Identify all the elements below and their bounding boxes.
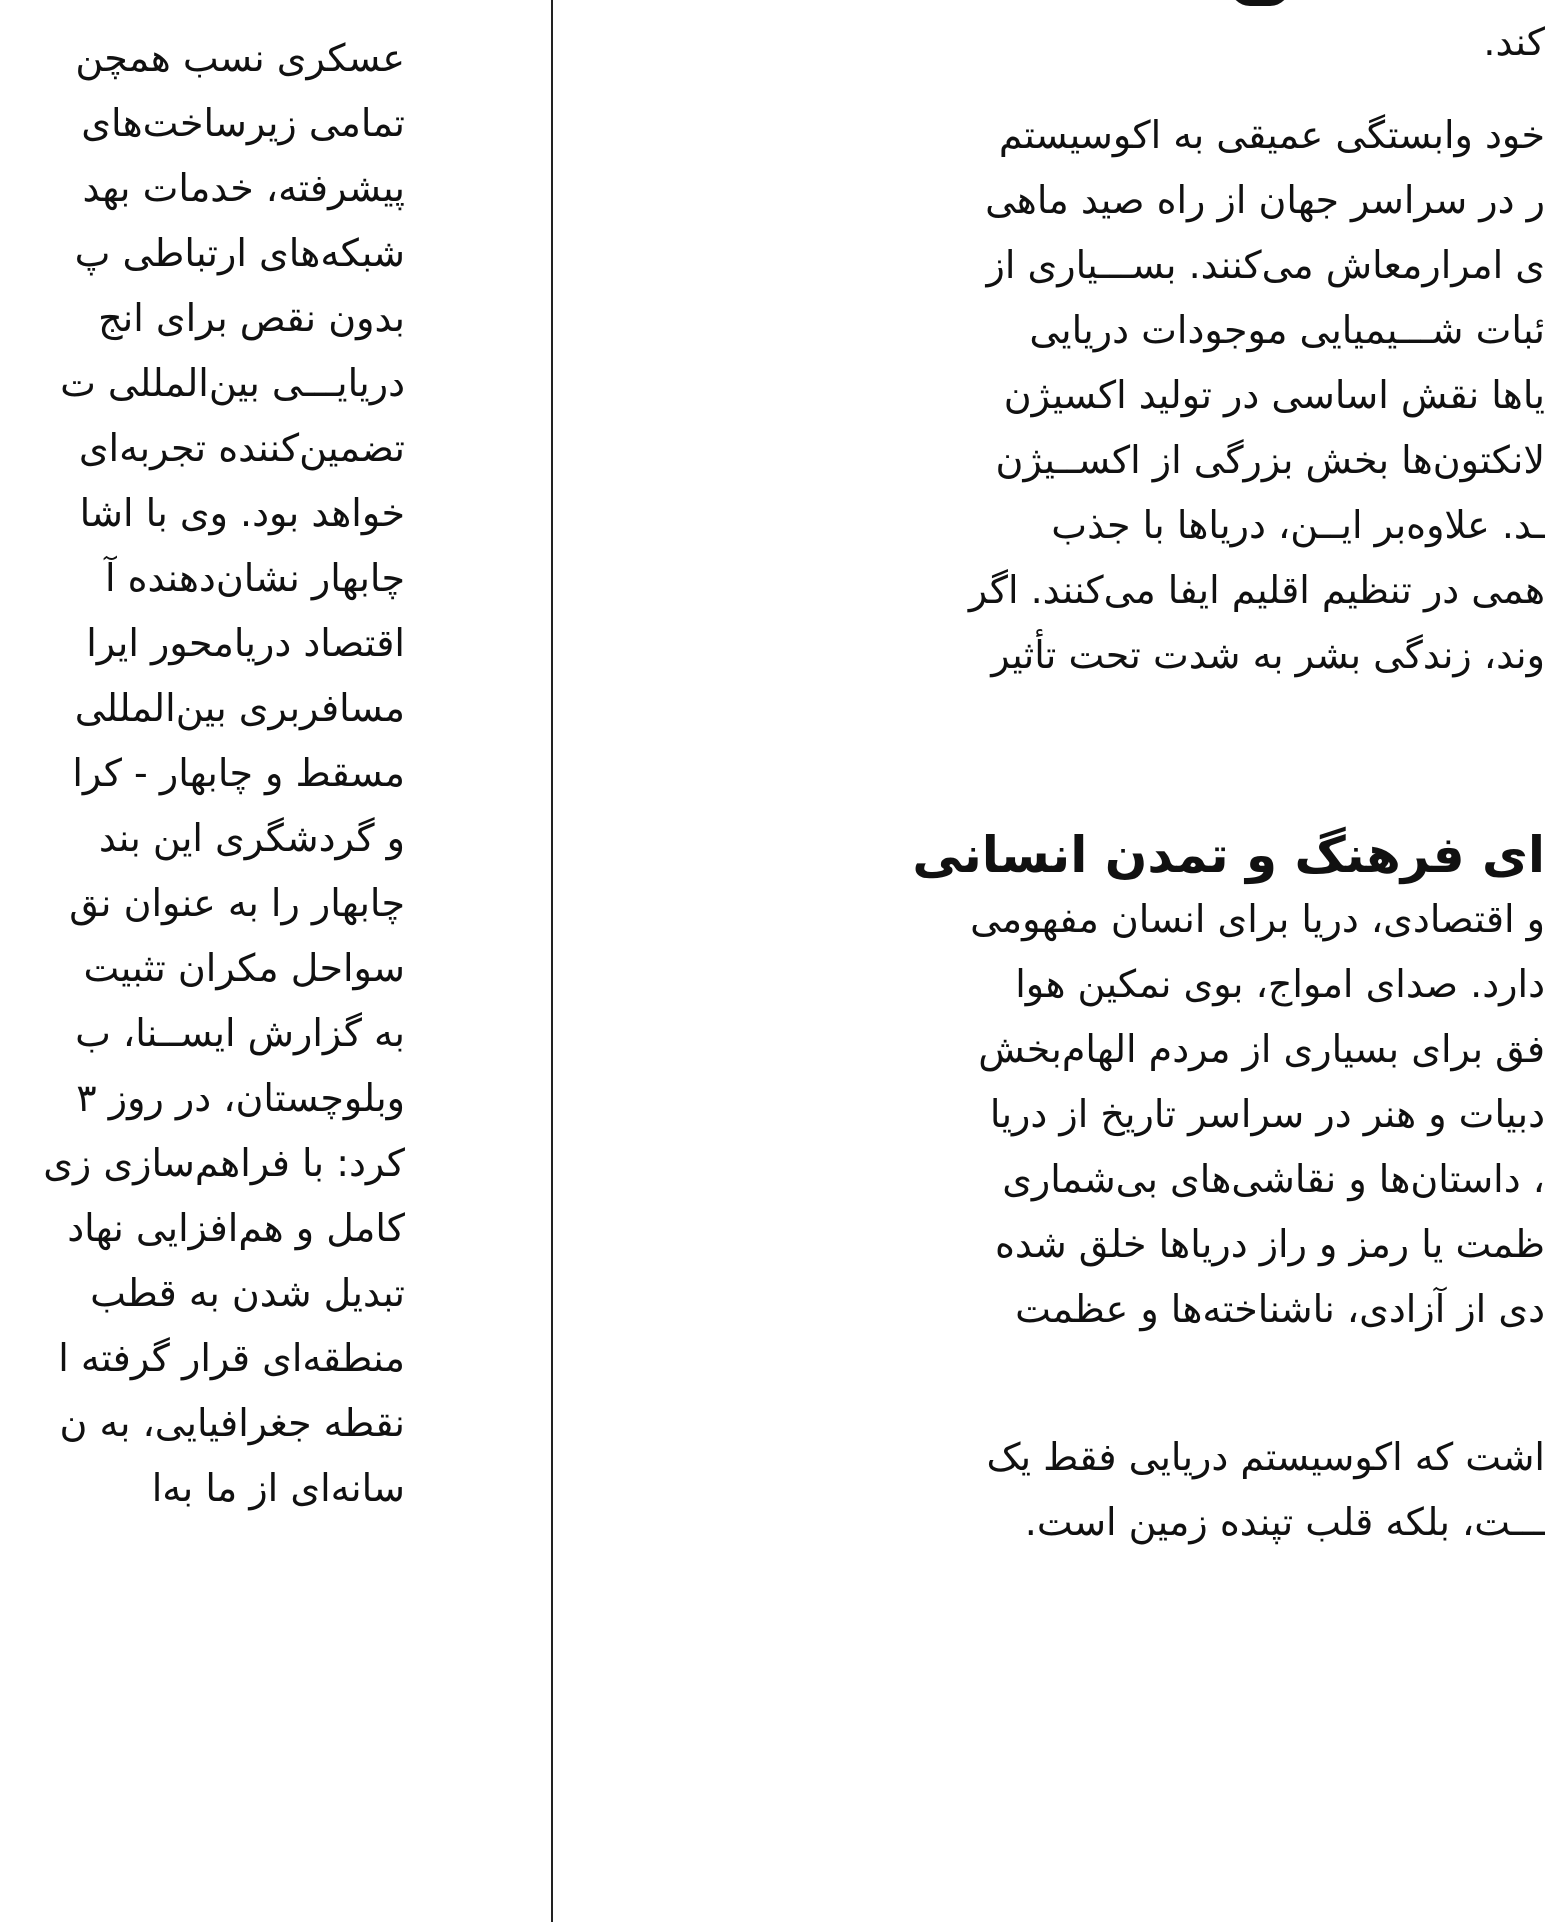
right-p3-line: اشت که اکوسیستم دریایی فقط یک <box>986 1435 1545 1479</box>
left-line: تمامی زیرساخت‌های <box>81 101 405 145</box>
right-p3-line: ـــت، بلکه قلب تپنده زمین است. <box>1024 1500 1545 1544</box>
left-line: تضمین‌کننده تجربه‌ای <box>78 426 405 470</box>
left-line: وبلوچستان، در روز ۳ <box>76 1076 405 1120</box>
left-line: سواحل مکران تثبیت <box>83 946 405 990</box>
right-p1-line: لانکتون‌ها بخش بزرگی از اکســیژن <box>995 438 1545 482</box>
right-p1-line: یاها نقش اساسی در تولید اکسیژن <box>1003 373 1545 417</box>
left-line: دریایـــی بین‌المللی ت <box>60 361 405 405</box>
left-line: به گزارش ایســنا، ب <box>75 1011 405 1055</box>
right-p2-line: ظمت یا رمز و راز دریاها خلق شده <box>994 1222 1545 1266</box>
cropped-heading-fragment <box>1230 0 1290 6</box>
right-p1-line: وند، زندگی بشر به شدت تحت تأثیر <box>991 633 1545 677</box>
left-line: کامل و هم‌افزایی نهاد <box>67 1206 405 1250</box>
right-top-fragment: کند. <box>1483 20 1545 64</box>
right-p1-line: ی امرارمعاش می‌کنند. بســـیاری از <box>986 243 1545 287</box>
right-p2-line: فق برای بسیاری از مردم الهام‌بخش <box>978 1027 1545 1071</box>
left-line: عسکری نسب همچن <box>75 36 405 80</box>
right-p2-line: ، داستان‌ها و نقاشی‌های بی‌شماری <box>1002 1157 1545 1201</box>
right-p2-line: دبیات و هنر در سراسر تاریخ از دریا <box>989 1092 1545 1136</box>
right-p2-line: دی از آزادی، ناشناخته‌ها و عظمت <box>1015 1287 1545 1331</box>
left-line: اقتصاد دریامحور ایرا <box>86 621 405 665</box>
left-line: کرد: با فراهم‌سازی زی <box>43 1141 405 1185</box>
left-line: سانه‌ای از ما به‌ا <box>151 1466 405 1510</box>
left-line: و گردشگری این بند <box>98 816 405 860</box>
right-p1-line: همی در تنظیم اقلیم ایفا می‌کنند. اگر <box>968 568 1545 612</box>
left-line: خواهد بود. وی با اشا <box>79 491 405 535</box>
section-heading: ای فرهنگ و تمدن انسانی <box>912 826 1545 884</box>
left-line: نقطه جغرافیایی، به ن <box>59 1401 405 1445</box>
left-line: منطقه‌ای قرار گرفته ا <box>58 1336 405 1380</box>
left-line: چابهار نشان‌دهنده آ <box>104 556 405 600</box>
left-line: پیشرفته، خدمات بهد <box>82 166 405 210</box>
left-line: چابهار را به عنوان نق <box>69 881 405 925</box>
left-line: شبکه‌های ارتباطی پ <box>74 231 405 275</box>
right-p1-line: ر در سراسر جهان از راه صید ماهی <box>985 178 1545 222</box>
left-column <box>0 0 405 1922</box>
left-line: تبدیل شدن به قطب <box>90 1271 405 1315</box>
right-column <box>785 0 1545 1922</box>
column-divider <box>551 0 553 1922</box>
left-line: بدون نقص برای انج <box>98 296 405 340</box>
right-p1-line: خود وابستگی عمیقی به اکوسیستم <box>998 113 1545 157</box>
right-p2-line: دارد. صدای امواج، بوی نمکین هوا <box>1015 962 1545 1006</box>
left-line: مسقط و چابهار - کرا <box>72 751 405 795</box>
left-line: مسافربری بین‌المللی <box>74 686 405 730</box>
right-p2-line: و اقتصادی، دریا برای انسان مفهومی <box>970 897 1545 941</box>
right-p1-line: ئبات شـــیمیایی موجودات دریایی <box>1029 308 1545 352</box>
right-p1-line: ـد. علاوه‌بر ایــن، دریاها با جذب <box>1051 503 1545 547</box>
